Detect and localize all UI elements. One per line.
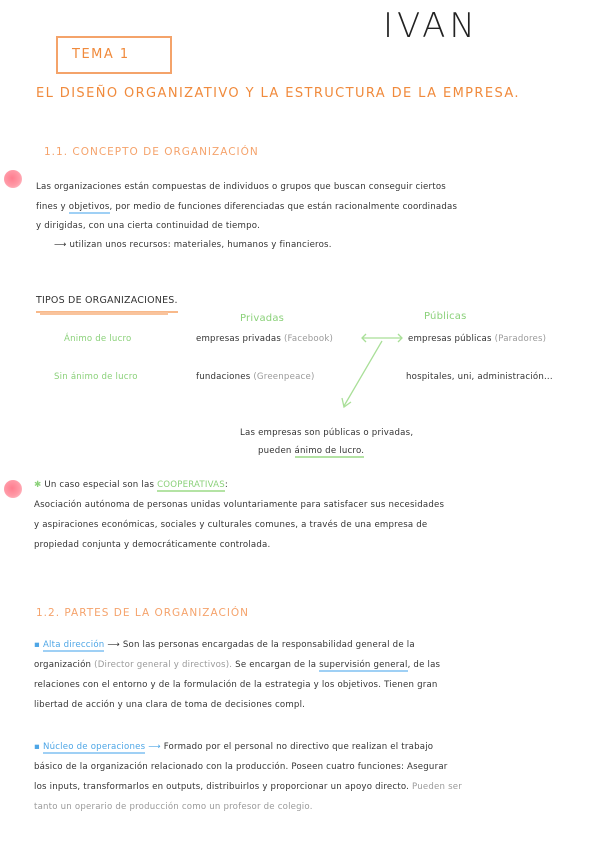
concepto-line-2 xyxy=(36,198,457,217)
bullet-icon: ▪ xyxy=(34,742,41,752)
objetivos-word: objetivos xyxy=(68,202,110,212)
empresas-privadas xyxy=(196,330,333,349)
concepto-line-2b: , por medio de funciones diferenciadas que están racionalmente coordinadas xyxy=(109,202,458,212)
arrow-icon: ⟶ xyxy=(148,742,161,752)
alta-line-2 xyxy=(34,656,440,675)
note-line-2b: ánimo de lucro. xyxy=(294,446,365,456)
tema-box: TEMA 1 xyxy=(56,36,172,74)
coop-intro-text: Un caso especial son las xyxy=(44,480,155,490)
note-line-2a: pueden xyxy=(258,446,292,456)
alta-line-2c: , de las xyxy=(407,660,441,670)
cooperativas-word: COOPERATIVAS xyxy=(157,480,225,490)
coop-intro xyxy=(34,476,228,495)
fundaciones xyxy=(196,368,315,387)
nucleo-line-3-text: los inputs, transformarlos en outputs, distribuirlos y proporcionar un apoyo directo. xyxy=(34,782,410,792)
note-line-2 xyxy=(258,442,364,461)
tipos-heading: TIPOS DE ORGANIZACIONES. xyxy=(36,292,178,313)
concepto-line-4 xyxy=(54,236,332,255)
alta-direccion-title: Alta dirección xyxy=(42,640,105,650)
supervision-word: supervisión general xyxy=(319,660,408,670)
concepto-line-2a: fines y xyxy=(36,202,66,212)
tipos-heading-underline xyxy=(40,312,168,315)
nucleo-line-3 xyxy=(34,778,462,797)
concepto-line-4-text: utilizan unos recursos: materiales, humanos y financieros. xyxy=(69,240,332,250)
bullet-icon: ▪ xyxy=(34,640,41,650)
empresas-privadas-ex: (Facebook) xyxy=(283,334,334,344)
nucleo-title: Núcleo de operaciones xyxy=(42,742,146,752)
margin-dot xyxy=(4,170,22,188)
page-title: EL DISEÑO ORGANIZATIVO Y LA ESTRUCTURA DE LA EMPRESA. xyxy=(36,86,520,101)
concepto-line-3: y dirigidas, con una cierta continuidad de tiempo. xyxy=(36,221,260,231)
col-privadas: Privadas xyxy=(240,313,285,324)
section-heading-partes: 1.2. PARTES DE LA ORGANIZACIÓN xyxy=(36,607,250,619)
alta-line-4: libertad de acción y una clara de toma de decisiones compl. xyxy=(34,700,306,710)
empresas-publicas xyxy=(408,330,546,349)
arrow-icon: ⟶ xyxy=(107,640,120,650)
hospitales: hospitales, uni, administración... xyxy=(406,372,553,382)
concepto-line-1: Las organizaciones están compuestas de individuos o grupos que buscan conseguir ciertos xyxy=(36,182,446,192)
alta-line-2b: Se encargan de la xyxy=(235,660,317,670)
empresas-publicas-text: empresas públicas xyxy=(408,334,492,344)
fundaciones-ex: (Greenpeace) xyxy=(253,372,315,382)
arrow-icon: ⟶ xyxy=(54,240,70,250)
fundaciones-text: fundaciones xyxy=(196,372,251,382)
nucleo-line-1 xyxy=(34,738,433,757)
coop-colon: : xyxy=(224,480,228,490)
alta-line-2-grey: (Director general y directivos). xyxy=(94,660,233,670)
nucleo-line-2: básico de la organización relacionado con la producción. Poseen cuatro funciones: Asegurar xyxy=(34,762,448,772)
row-sin-animo: Sin ánimo de lucro xyxy=(54,372,138,382)
alta-line-1 xyxy=(34,636,415,655)
coop-line-1: Asociación autónoma de personas unidas voluntariamente para satisfacer sus necesidades xyxy=(34,500,445,510)
section-heading-concepto: 1.1. CONCEPTO DE ORGANIZACIÓN xyxy=(44,146,259,158)
col-publicas: Públicas xyxy=(424,311,467,322)
nucleo-line-3-grey: Pueden ser xyxy=(412,782,463,792)
margin-dot xyxy=(4,480,22,498)
nucleo-line-4: tanto un operario de producción como un profesor de colegio. xyxy=(34,802,313,812)
asterisk-icon: ✱ xyxy=(34,480,42,490)
empresas-publicas-ex: (Paradores) xyxy=(494,334,547,344)
note-line-1: Las empresas son públicas o privadas, xyxy=(240,428,414,438)
alta-line-2a: organización xyxy=(34,660,92,670)
row-animo-lucro: Ánimo de lucro xyxy=(64,334,132,344)
alta-line-1-text: Son las personas encargadas de la responsabilidad general de la xyxy=(122,640,415,650)
coop-line-2: y aspiraciones económicas, sociales y culturales comunes, a través de una empresa de xyxy=(34,520,428,530)
alta-line-3: relaciones con el entorno y de la formulación de la estrategia y los objetivos. Tienen gran xyxy=(34,680,438,690)
empresas-privadas-text: empresas privadas xyxy=(196,334,282,344)
nucleo-line-1-text: Formado por el personal no directivo que realizan el trabajo xyxy=(163,742,434,752)
student-name: IVAN xyxy=(383,6,479,46)
coop-line-3: propiedad conjunta y democráticamente controlada. xyxy=(34,540,271,550)
